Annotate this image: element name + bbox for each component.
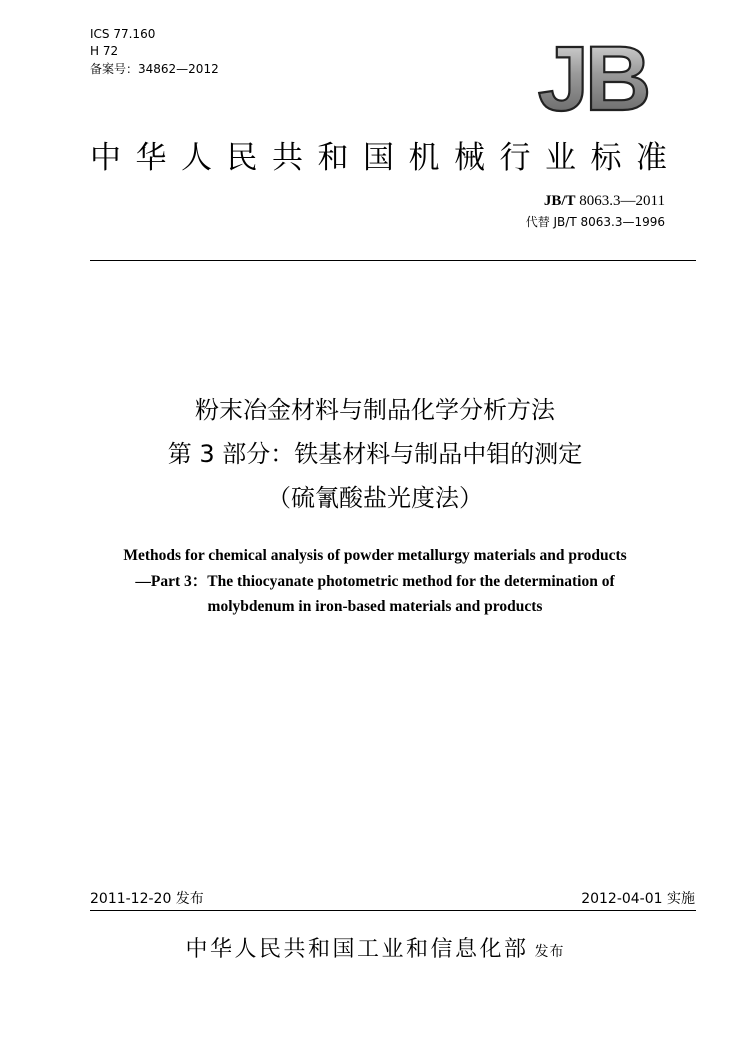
ics-code: ICS 77.160 (90, 27, 156, 41)
title-en-line-1: Methods for chemical analysis of powder metallurgy materials and products (123, 547, 627, 564)
filing-number: 备案号：34862—2012 (90, 62, 219, 76)
title-cn-line-3: （硫氰酸盐光度法） (267, 484, 483, 512)
title-cn-line-2: 第 3 部分：铁基材料与制品中钼的测定 (167, 440, 583, 468)
standard-prefix: JB/T (543, 193, 576, 209)
svg-text:JB: JB (537, 38, 648, 116)
ccs-code: H 72 (90, 44, 119, 58)
implementation-date: 2012-04-01 实施 (581, 891, 695, 907)
jb-logo (525, 38, 660, 116)
replaces-standard: 代替 JB/T 8063.3—1996 (525, 215, 665, 229)
title-cn-line-1: 粉末冶金材料与制品化学分析方法 (195, 396, 555, 424)
title-en-line-3: molybdenum in iron-based materials and products (207, 598, 543, 615)
footer-divider (90, 910, 696, 911)
issuer-suffix: 发布 (534, 944, 565, 960)
standard-number (544, 193, 665, 210)
issue-date: 2011-12-20 发布 (90, 891, 204, 907)
title-en-line-2: —Part 3：The thiocyanate photometric method for the determination of (135, 573, 615, 590)
issuer-name: 中华人民共和国工业和信息化部 (185, 937, 529, 962)
standard-name: 中华人民共和国机械行业标准 (90, 140, 682, 176)
issuing-authority (60, 932, 690, 963)
header-divider (90, 260, 696, 261)
standard-number-value: 8063.3—2011 (575, 193, 665, 209)
